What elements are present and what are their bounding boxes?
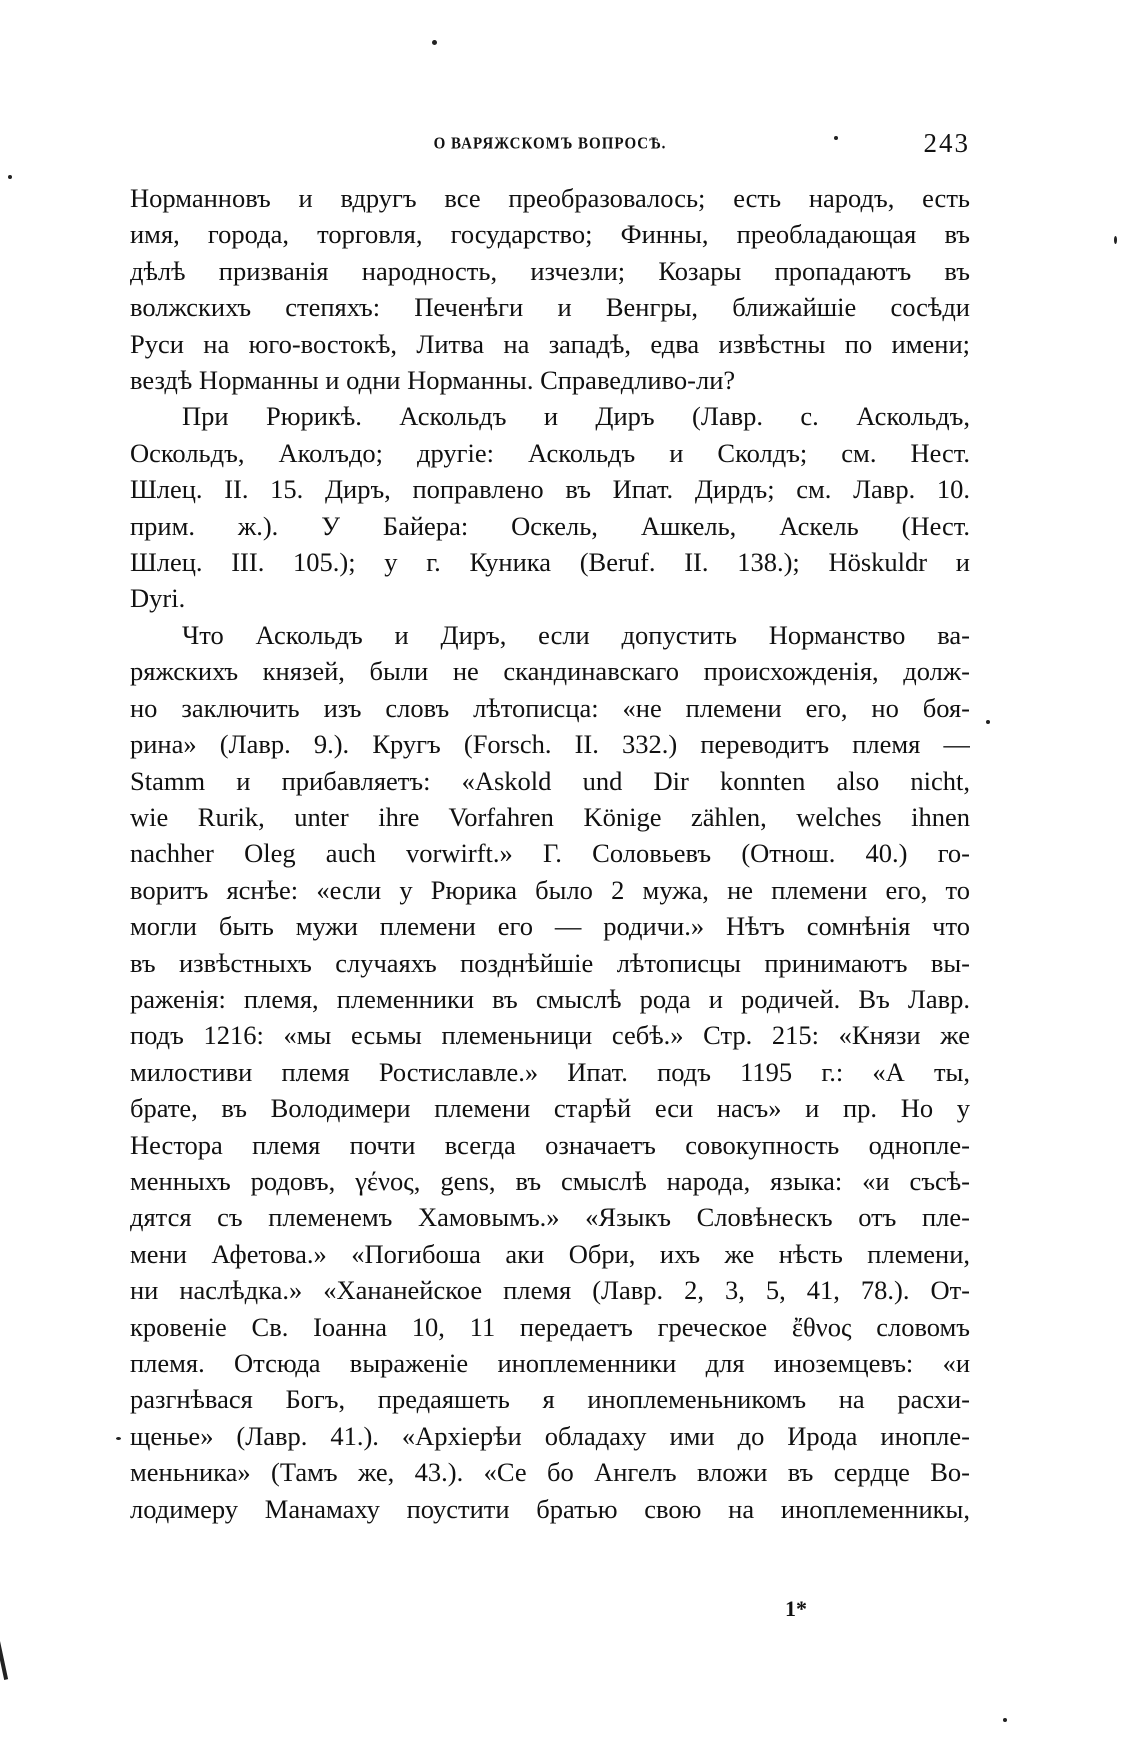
text-line: wie Rurik, unter ihre Vorfahren Könige zählen, welches ihnen	[130, 801, 970, 832]
text-line: Руси на юго-востокѣ, Литва на западѣ, едва извѣстны по имени;	[130, 328, 970, 359]
ink-speck	[8, 175, 12, 179]
text-line: Stamm и прибавляетъ: «Askold und Dir konnten also nicht,	[130, 765, 970, 796]
paragraph-3	[130, 617, 970, 1527]
text-line: воритъ яснѣе: «если у Рюрика было 2 мужа, не племени его, то	[130, 874, 970, 905]
page-number: 243	[923, 128, 970, 158]
ink-speck	[1114, 236, 1117, 244]
text-line: подъ 1216: «мы есьмы племеньници себѣ.» Стр. 215: «Князи же	[130, 1020, 970, 1051]
running-title: О ВАРЯЖСКОМЪ ВОПРОСѢ.	[433, 134, 667, 154]
paragraph-1	[130, 180, 970, 398]
text-line: разгнѣвася Богъ, предаяшеть я иноплеменьникомъ на расхи-	[130, 1384, 970, 1415]
page-header	[130, 128, 970, 168]
text-line: лодимеру Манамаху поустити братью свою на иноплеменникы,	[130, 1493, 970, 1524]
text-line: милостиви племя Ростиславле.» Ипат. подъ 1195 г.: «А ты,	[130, 1056, 970, 1087]
text-line: При Рюрикѣ. Аскольдъ и Диръ (Лавр. с. Аскольдъ,	[182, 401, 970, 432]
text-line: щенье» (Лавр. 41.). «Архіерѣи обладаху ими до Ирода иноплe-	[130, 1420, 970, 1451]
paragraph-2	[130, 398, 970, 616]
text-line: Что Аскольдъ и Диръ, если допустить Норманство ва-	[182, 619, 970, 650]
text-line: волжскихъ степяхъ: Печенѣги и Венгры, ближайшіе сосѣди	[130, 292, 970, 323]
text-line: Dyri.	[130, 583, 186, 614]
text-line: въ извѣстныхъ случаяхъ позднѣйшіе лѣтописцы принимаютъ вы-	[130, 947, 970, 978]
text-line: прим. ж.). У Байера: Оскель, Ашкель, Аскель (Нест.	[130, 510, 970, 541]
text-line: племя. Отсюда выраженіе иноплеменники для иноземцевъ: «и	[130, 1348, 970, 1378]
text-line: вездѣ Норманны и одни Норманны. Справедливо-ли?	[130, 365, 736, 396]
text-line: могли быть мужи племени его — родичи.» Нѣтъ сомнѣнія что	[130, 911, 970, 942]
text-line: Норманновъ и вдругъ все преобразовалось; есть народъ, есть	[130, 183, 970, 213]
text-line: мени Афетова.» «Погибоша аки Обри, ихъ же нѣсть племени,	[130, 1238, 970, 1269]
signature-mark: 1*	[785, 1596, 807, 1621]
text-line: Шлец. III. 105.); у г. Куника (Beruf. II. 138.); Höskuldr и	[130, 547, 970, 578]
text-line: имя, города, торговля, государство; Финны, преобладающая въ	[130, 219, 970, 250]
text-line: дѣлѣ призванія народность, изчезли; Козары пропадаютъ въ	[130, 255, 970, 286]
ink-speck	[432, 40, 437, 45]
text-line: Оскольдъ, Аколъдо; другіе: Аскольдъ и Сколдъ; см. Нест.	[130, 437, 970, 468]
ink-speck	[986, 720, 990, 724]
text-line: менныхъ родовъ, γένος, gens, въ смыслѣ народа, языка: «и съсѣ-	[130, 1165, 970, 1196]
body-text	[130, 180, 970, 1527]
text-line: меньника» (Тамъ же, 43.). «Се бо Ангелъ вложи въ сердце Во-	[130, 1457, 970, 1488]
page-edge-mark	[0, 1640, 8, 1680]
text-line: ни наслѣдка.» «Хананейское племя (Лавр. 2, 3, 5, 41, 78.). От-	[130, 1275, 970, 1306]
text-line: но заключить изъ словъ лѣтописца: «не племени его, но боя-	[130, 692, 970, 723]
ink-speck	[1003, 1718, 1007, 1722]
text-line: Шлец. II. 15. Диръ, поправлено въ Ипат. Дирдъ; см. Лавр. 10.	[130, 474, 970, 505]
text-line: брате, въ Володимери племени старѣй еси насъ» и пр. Но у	[130, 1093, 970, 1124]
text-line: ряжскихъ князей, были не скандинавскаго происхожденія, долж-	[130, 656, 970, 687]
text-line: дятся съ племенемъ Хамовымъ.» «Языкъ Словѣнескъ отъ пле-	[130, 1202, 970, 1233]
text-line: раженія: племя, племенники въ смыслѣ рода и родичей. Въ Лавр.	[130, 983, 970, 1014]
text-line: nachher Oleg auch vorwirft.» Г. Соловьевъ (Отнош. 40.) го-	[130, 838, 970, 869]
ink-speck	[116, 1437, 121, 1440]
book-page	[130, 128, 970, 1527]
text-line: рина» (Лавр. 9.). Кругъ (Forsch. II. 332.) переводитъ племя —	[130, 729, 970, 760]
text-line: кровеніе Св. Іоанна 10, 11 передаетъ греческое ἔθνος словомъ	[130, 1311, 970, 1342]
text-line: Нестора племя почти всегда означаетъ совокупность однопле-	[130, 1129, 970, 1160]
